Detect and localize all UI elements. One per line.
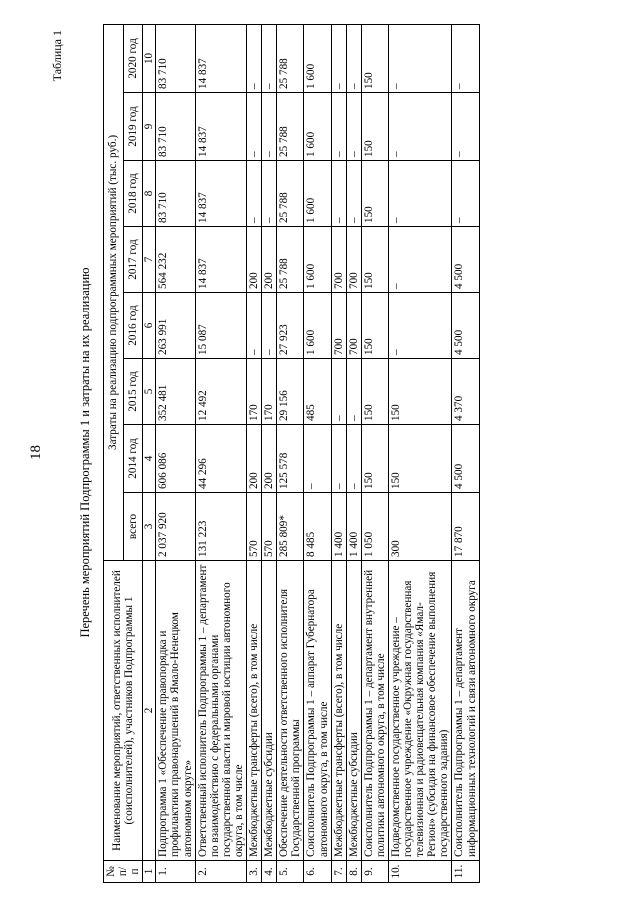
table-row xyxy=(331,24,346,882)
row-name: Соисполнитель Подпрограммы 1 – аппарат Губернатора автономного округа, в том числе xyxy=(304,561,331,861)
row-name: Подпрограмма 1 «Обеспечение правопорядка и профилактики правонарушений в Ямало-Ненецком автономном округе» xyxy=(156,561,195,861)
row-value: 285 809* xyxy=(277,493,304,561)
row-value: 700 xyxy=(331,293,346,359)
header-year: 2017 год xyxy=(123,227,143,293)
row-value: 570 xyxy=(262,493,277,561)
row-number: 5. xyxy=(277,861,304,883)
row-value: – xyxy=(331,93,346,161)
column-index: 1 xyxy=(143,861,156,883)
row-value: 485 xyxy=(304,359,331,425)
row-value: 170 xyxy=(262,359,277,425)
column-index: 2 xyxy=(143,561,156,861)
row-value: 125 578 xyxy=(277,425,304,493)
page-number: 18 xyxy=(28,445,44,460)
row-value: 150 xyxy=(361,227,388,293)
row-value: – xyxy=(262,24,277,92)
row-value: 606 086 xyxy=(156,425,195,493)
row-value: 150 xyxy=(361,161,388,227)
row-value: – xyxy=(331,425,346,493)
row-value: 44 296 xyxy=(195,425,246,493)
table-row xyxy=(277,24,304,882)
column-index: 10 xyxy=(143,24,156,92)
row-value: 564 232 xyxy=(156,227,195,293)
row-value: – xyxy=(331,161,346,227)
column-index: 5 xyxy=(143,359,156,425)
row-name: Соисполнитель Подпрограммы 1 – департамент внутренней политики автономного округа, в том числе xyxy=(361,561,388,861)
table-body xyxy=(156,24,479,882)
row-value: 14 837 xyxy=(195,24,246,92)
row-value: – xyxy=(331,24,346,92)
row-value: – xyxy=(331,359,346,425)
row-value: 150 xyxy=(388,425,451,493)
table-row xyxy=(247,24,262,882)
row-value: 170 xyxy=(247,359,262,425)
row-value: 4 500 xyxy=(452,293,479,359)
row-value: 150 xyxy=(361,425,388,493)
column-index: 8 xyxy=(143,161,156,227)
row-value: 263 991 xyxy=(156,293,195,359)
row-value: 1 600 xyxy=(304,227,331,293)
row-value: 14 837 xyxy=(195,161,246,227)
table-row xyxy=(388,24,451,882)
row-value: 300 xyxy=(388,493,451,561)
header-year: 2014 год xyxy=(123,425,143,493)
row-value: – xyxy=(452,93,479,161)
row-value: 200 xyxy=(262,425,277,493)
row-value: – xyxy=(388,24,451,92)
table-row xyxy=(361,24,388,882)
header-name: Наименование мероприятий, ответственных исполнителей (соисполнителей), участников Подпрограммы 1 xyxy=(104,561,143,861)
row-value: 15 087 xyxy=(195,293,246,359)
row-value: – xyxy=(452,24,479,92)
row-value: 4 370 xyxy=(452,359,479,425)
header-year: 2018 год xyxy=(123,161,143,227)
row-value: 150 xyxy=(361,359,388,425)
row-value: – xyxy=(346,24,361,92)
row-value: 200 xyxy=(262,227,277,293)
row-value: – xyxy=(452,161,479,227)
table-row xyxy=(195,24,246,882)
row-number: 2. xyxy=(195,861,246,883)
row-value: 131 223 xyxy=(195,493,246,561)
row-value: 14 837 xyxy=(195,227,246,293)
row-value: 4 500 xyxy=(452,425,479,493)
row-name: Межбюджетные субсидии xyxy=(346,561,361,861)
row-value: 1 400 xyxy=(346,493,361,561)
row-value: – xyxy=(388,161,451,227)
header-year: 2016 год xyxy=(123,293,143,359)
row-value: – xyxy=(262,293,277,359)
table-label: Таблица 1 xyxy=(50,30,64,82)
column-index: 7 xyxy=(143,227,156,293)
table-row xyxy=(304,24,331,882)
row-value: 1 600 xyxy=(304,24,331,92)
row-value: 83 710 xyxy=(156,93,195,161)
row-value: 150 xyxy=(361,293,388,359)
column-index: 3 xyxy=(143,493,156,561)
row-name: Соисполнитель Подпрограммы 1 – департамент информационных технологий и связи автономного округа xyxy=(452,561,479,861)
row-value: – xyxy=(247,161,262,227)
row-number: 11. xyxy=(452,861,479,883)
column-index-row xyxy=(143,24,156,882)
row-value: 4 500 xyxy=(452,227,479,293)
row-value: 25 788 xyxy=(277,227,304,293)
row-value: 27 923 xyxy=(277,293,304,359)
column-index: 9 xyxy=(143,93,156,161)
header-year: всего xyxy=(123,493,143,561)
row-value: – xyxy=(247,24,262,92)
row-value: – xyxy=(388,93,451,161)
row-value: 700 xyxy=(346,293,361,359)
table-row xyxy=(262,24,277,882)
table-row xyxy=(346,24,361,882)
row-value: 150 xyxy=(361,24,388,92)
measures-table xyxy=(103,24,480,883)
row-value: 83 710 xyxy=(156,161,195,227)
row-value: 17 870 xyxy=(452,493,479,561)
row-number: 6. xyxy=(304,861,331,883)
row-name: Межбюджетные трансферты (всего), в том числе xyxy=(331,561,346,861)
row-value: 1 600 xyxy=(304,93,331,161)
row-number: 8. xyxy=(346,861,361,883)
row-value: 12 492 xyxy=(195,359,246,425)
header-row-1 xyxy=(104,24,124,882)
row-value: 2 037 920 xyxy=(156,493,195,561)
row-value: 14 837 xyxy=(195,93,246,161)
header-year: 2015 год xyxy=(123,359,143,425)
row-value: 200 xyxy=(247,425,262,493)
row-value: 1 600 xyxy=(304,161,331,227)
row-number: 10. xyxy=(388,861,451,883)
row-value: – xyxy=(388,293,451,359)
row-value: 150 xyxy=(388,359,451,425)
row-number: 3. xyxy=(247,861,262,883)
row-value: 29 156 xyxy=(277,359,304,425)
row-value: 700 xyxy=(331,227,346,293)
row-value: 700 xyxy=(346,227,361,293)
row-name: Обеспечение деятельности ответственного исполнителя Государственной программы xyxy=(277,561,304,861)
row-value: 1 050 xyxy=(361,493,388,561)
header-year: 2020 год xyxy=(123,24,143,92)
row-value: – xyxy=(247,293,262,359)
column-index: 4 xyxy=(143,425,156,493)
row-value: – xyxy=(247,93,262,161)
row-name: Межбюджетные субсидии xyxy=(262,561,277,861)
header-year: 2019 год xyxy=(123,93,143,161)
row-value: – xyxy=(346,161,361,227)
row-value: – xyxy=(304,425,331,493)
row-name: Межбюджетные трансферты (всего), в том числе xyxy=(247,561,262,861)
row-value: 25 788 xyxy=(277,93,304,161)
row-value: – xyxy=(388,227,451,293)
row-value: – xyxy=(262,93,277,161)
header-number: № п/п xyxy=(104,861,143,883)
row-value: 25 788 xyxy=(277,24,304,92)
row-value: – xyxy=(346,93,361,161)
row-value: 150 xyxy=(361,93,388,161)
row-value: – xyxy=(346,359,361,425)
row-value: 200 xyxy=(247,227,262,293)
row-value: 352 481 xyxy=(156,359,195,425)
row-name: Подведомственное государственное учреждение – государственное учреждение «Окружная государственная телевизионная и радиовещательная компания «Ямал-Регион» (субсидия на финансовое обеспечение выполнения государственного задания) xyxy=(388,561,451,861)
column-index: 6 xyxy=(143,293,156,359)
row-name: Ответственный исполнитель Подпрограммы 1 – департамент по взаимодействию с федеральными органами государственной власти и мировой юстиции автономного округа, в том числе xyxy=(195,561,246,861)
row-value: – xyxy=(262,161,277,227)
row-number: 1. xyxy=(156,861,195,883)
table-row xyxy=(452,24,479,882)
row-value: 1 600 xyxy=(304,293,331,359)
row-value: – xyxy=(346,425,361,493)
table-row xyxy=(156,24,195,882)
row-value: 570 xyxy=(247,493,262,561)
document-title: Перечень мероприятий Подпрограммы 1 и затраты на их реализацию xyxy=(78,267,92,638)
header-costs: Затраты на реализацию подпрограммных мероприятий (тыс. руб.) xyxy=(104,24,124,560)
row-value: 83 710 xyxy=(156,24,195,92)
row-value: 25 788 xyxy=(277,161,304,227)
row-number: 7. xyxy=(331,861,346,883)
row-number: 4. xyxy=(262,861,277,883)
row-number: 9. xyxy=(361,861,388,883)
row-value: 8 485 xyxy=(304,493,331,561)
row-value: 1 400 xyxy=(331,493,346,561)
